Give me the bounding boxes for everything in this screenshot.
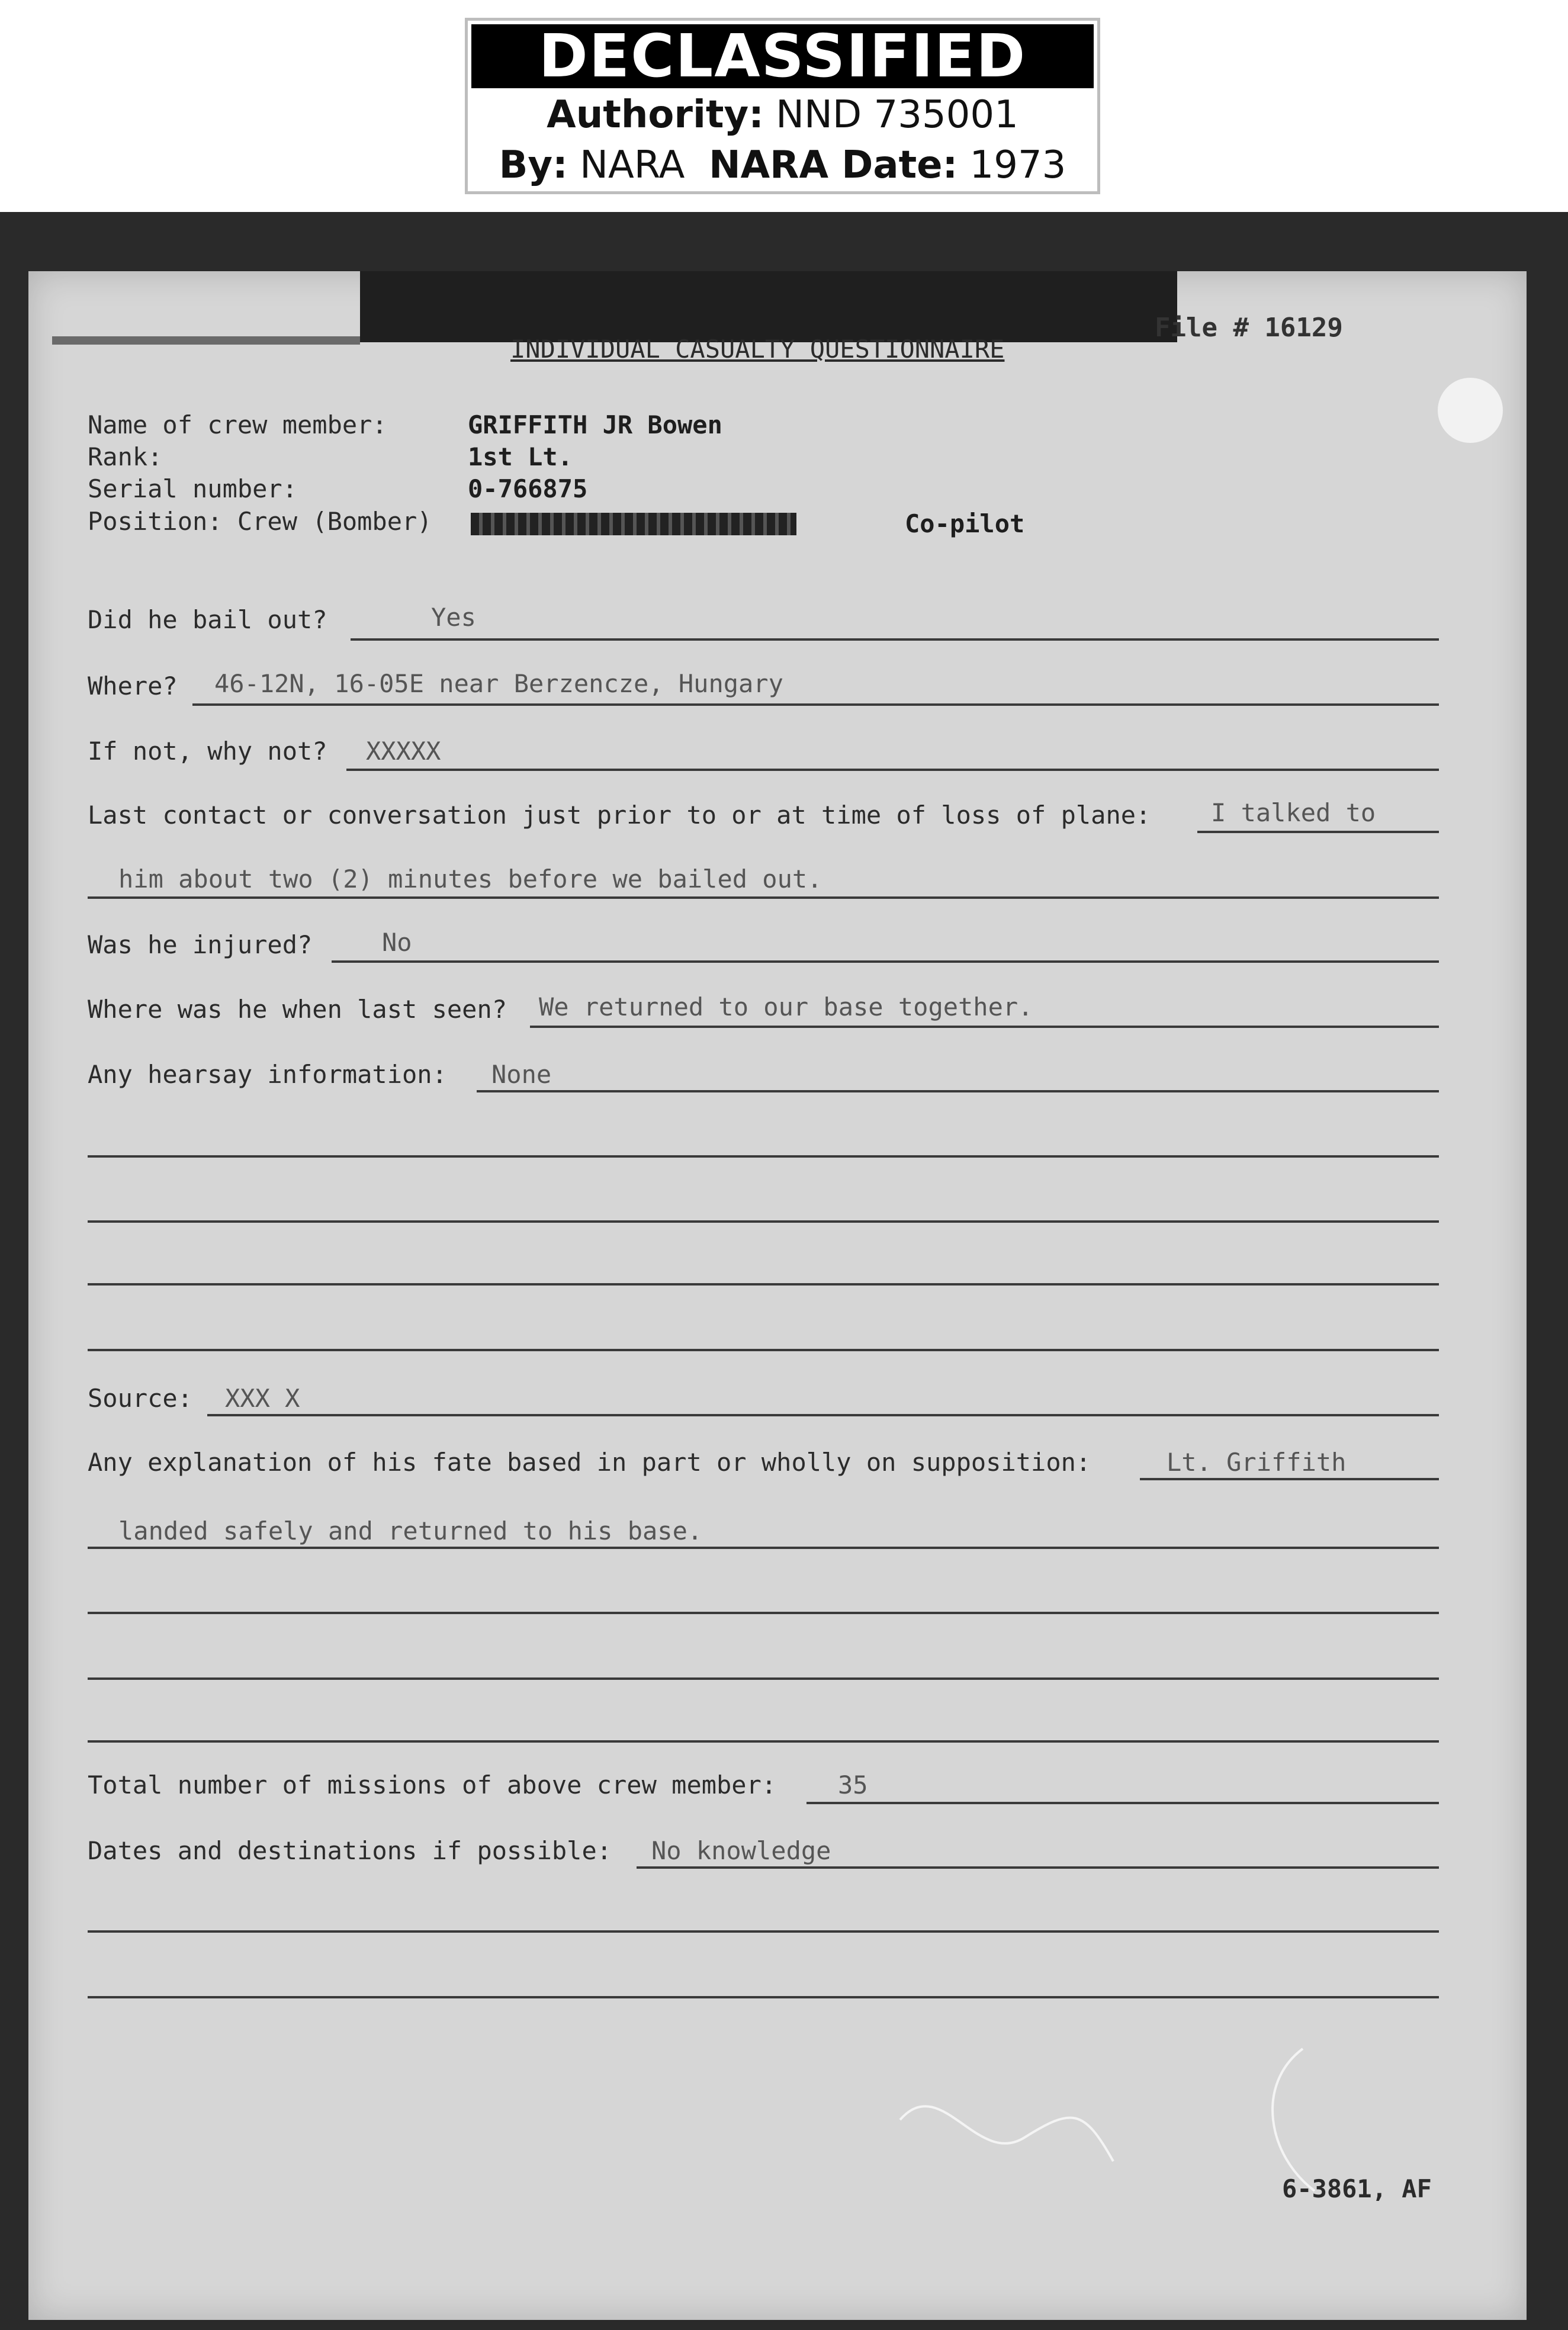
bail-answer-line [351,638,1439,641]
explanation-answer-line-2 [88,1547,1439,1549]
explanation-value-1: Lt. Griffith [1167,1448,1347,1477]
hearsay-answer-line-4 [88,1283,1439,1285]
stamp-date-value: 1973 [969,143,1066,187]
hearsay-answer-line-1 [477,1090,1439,1092]
last-seen-label: Where was he when last seen? [88,995,507,1024]
last-contact-label: Last contact or conversation just prior to or at time of loss of plane: [88,801,1151,830]
why-not-value: XXXXX [366,737,441,766]
source-label: Source: [88,1384,193,1413]
explanation-answer-line-3 [88,1612,1439,1614]
last-seen-answer-line [530,1026,1439,1028]
source-answer-line [207,1414,1439,1416]
last-seen-value: We returned to our base together. [539,992,1033,1021]
hearsay-answer-line-5 [88,1349,1439,1351]
stamp-date-label: NARA Date: [709,143,958,187]
last-contact-answer-line-2 [88,896,1439,899]
hearsay-value: None [491,1060,552,1089]
why-not-answer-line [346,769,1439,771]
missions-answer-line [807,1802,1439,1804]
last-contact-value-2: him about two (2) minutes before we bailed out. [118,864,822,894]
explanation-answer-line-4 [88,1677,1439,1680]
stamp-authority-value: NND 735001 [776,93,1018,137]
stamp-by-value: NARA [580,143,685,187]
tape-edge [52,336,360,345]
rank-label: Rank: [88,442,163,471]
paper-sheet [28,271,1527,2320]
declassified-stamp [465,18,1100,194]
source-value: XXX X [225,1384,300,1413]
rank-value: 1st Lt. [468,442,573,471]
last-contact-value-1: I talked to [1211,798,1376,827]
form-code: 6-3861, AF [1282,2174,1432,2203]
missions-value: 35 [838,1770,868,1799]
serial-label: Serial number: [88,474,298,503]
injured-label: Was he injured? [88,930,313,959]
explanation-answer-line-1 [1140,1478,1439,1480]
explanation-answer-line-5 [88,1740,1439,1743]
stamp-by-label: By: [499,143,568,187]
dates-answer-line-1 [637,1866,1439,1869]
position-value: Co-pilot [905,509,1025,538]
position-label: Position: Crew (Bomber) [88,507,432,536]
bail-label: Did he bail out? [88,605,327,634]
file-number: File # 16129 [1155,313,1343,343]
stamp-authority-label: Authority: [547,93,764,137]
dates-answer-line-2 [88,1930,1439,1933]
bail-value: Yes [431,603,476,632]
injured-answer-line [332,960,1439,963]
where-value: 46-12N, 16-05E near Berzencze, Hungary [214,669,783,698]
explanation-label: Any explanation of his fate based in part or wholly on supposition: [88,1448,1091,1477]
dates-label: Dates and destinations if possible: [88,1836,612,1865]
document-title: INDIVIDUAL CASUALTY QUESTIONNAIRE [510,335,1005,364]
crew-member-value: GRIFFITH JR Bowen [468,410,722,439]
hearsay-answer-line-2 [88,1155,1439,1158]
last-contact-answer-line-1 [1197,831,1439,833]
dates-value: No knowledge [651,1836,831,1865]
injured-value: No [382,928,412,957]
tape-strip [360,271,1177,342]
paper-blot [1438,378,1503,443]
missions-label: Total number of missions of above crew member: [88,1770,777,1799]
hearsay-answer-line-3 [88,1220,1439,1223]
hearsay-label: Any hearsay information: [88,1060,447,1089]
stamp-authority-line [468,93,1097,137]
crew-member-label: Name of crew member: [88,410,387,439]
redacted-text [471,513,796,535]
stamp-by-line [468,143,1097,187]
dates-answer-line-3 [88,1996,1439,1998]
explanation-value-2: landed safely and returned to his base. [118,1516,703,1545]
serial-value: 0-766875 [468,474,588,503]
stamp-heading: DECLASSIFIED [471,24,1094,88]
where-answer-line [192,703,1439,706]
why-not-label: If not, why not? [88,737,327,766]
where-label: Where? [88,671,178,700]
